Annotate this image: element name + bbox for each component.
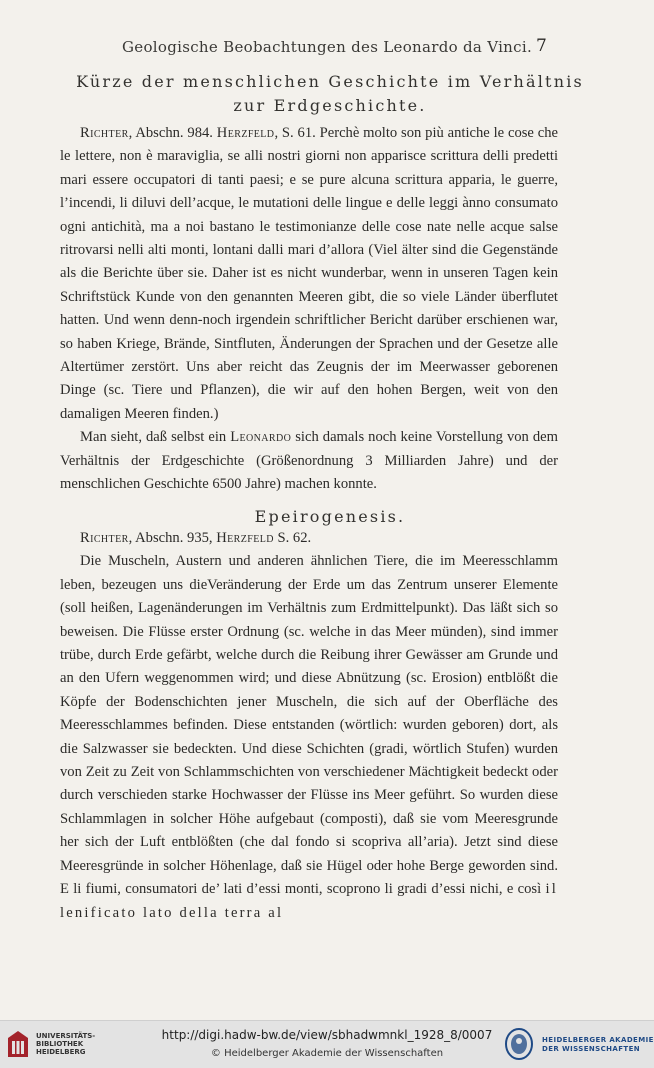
page-number: 7: [536, 36, 548, 56]
library-line-3: HEIDELBERG: [36, 1048, 86, 1056]
reference-page: S. 62.: [273, 530, 312, 546]
section-2-reference: [60, 527, 558, 550]
name-leonardo: Leonardo: [230, 429, 292, 446]
spaced-text: il lenificato lato della terra al: [60, 881, 558, 921]
paragraph-text: sich damals noch keine Vorstellung von dem Verhältnis der Erdgeschichte (Größenordnung 3 Milliarden Jahre) und der menschlichen Geschichte 6500 Jahre) machen konnte.: [60, 429, 558, 493]
academy-name: [542, 1036, 654, 1054]
paragraph-text: Perchè molto son più antiche le cose che le lettere, non è maraviglia, se alli nostri giorni non apparisce scrittura delli predetti mari essere occupatori di tanti paesi; e se pure alcuna scrittura apparia, le guerre, l’incendi, li diluvi dell’acque, le mutationi delle lingue e delle leggi ànno consumato ogni antichità, ma a noi bastano le testimonianze delle cose nate nelle acque salse ritrovarsi nelli alti monti, lontani dalli mari d’allora (Viel älter sind die Gegenstände als die Berichte über sie. Daher ist es nicht wunderbar, wenn in unseren Tagen kein Schriftstück Kunde von den genannten Meeren gibt, die so viele Länder überflutet hatten. Und wenn denn-noch irgendein schriftlicher Bericht darüber erschienen war, so haben Kriege, Brände, Sintfluten, Änderungen der Sprachen und der Gesetze alle Altertümer zerstört. Uns aber reicht das Zeugnis der im Meerwasser geborenen Dinge (sc. Tiere und Pflanzen), die wir auf den hohen Bergen, weit von den damaligen Meeren finden.): [60, 125, 559, 422]
running-title: Geologische Beobachtungen des Leonardo da Vinci.: [122, 38, 533, 56]
section-title-1-line2: zur Erdgeschichte.: [233, 96, 427, 115]
academy-line-1: HEIDELBERGER AKADEMIE: [542, 1036, 654, 1044]
author-richter: Richter: [80, 125, 129, 141]
paragraph-text: Die Muscheln, Austern und anderen ähnlichen Tiere, die im Meeresschlamm leben, bezeugen uns dieVeränderung der Erde um das Zentrum unserer Elemente (soll heißen, Lagenänderungen im Verhältnis zum Erdmittelpunkt). Das läßt sich so beweisen. Die Flüsse erster Ordnung (sc. welche in das Meer münden), sind immer trübe, durch Erde gefärbt, welche durch die Reibung ihrer Gewässer am Grunde und an den Ufern weggenommen wird; und diese Abnützung (sc. Erosion) entblößt die Köpfe der Bodenschichten jener Muscheln, die sich auf der Oberfläche des Meeresschlammes befinden. Diese entstanden (wörtlich: wurden geboren) dort, als die Salzwasser sie bedeckten. Und diese Schichten (gradi, wörtlich Stufen) wurden von Zeit zu Zeit von Schlammschichten von verschiedener Mächtigkeit bedeckt oder durch verschieden starke Hochwasser der Flüsse ins Meer geführt. So wurden diese Schlammlagen in solcher Höhe aufgebaut (composti), daß sie vom Meeresgrunde her sich der Luft entblößten (che dal fondo si scopriva all’aria). Jetzt sind diese Meeresgründe in solcher Höhenlage, daß sie Hügel oder hohe Berge geworden sind. E li fiumi, consumatori de’ lati d’essi monti, scoprono li gradi d’essi nichi, e così: [60, 553, 558, 898]
section-1-body: [60, 122, 558, 497]
academy-seal-logo: [504, 1027, 534, 1061]
copyright-notice: © Heidelberger Akademie der Wissenschaften: [210, 1048, 444, 1059]
author-herzfeld: Herzfeld: [216, 530, 274, 546]
author-richter: Richter: [80, 530, 129, 546]
reference-page: , S. 61.: [274, 125, 320, 141]
section-1-paragraph-2: [60, 426, 558, 496]
page-url[interactable]: http://digi.hadw-bw.de/view/sbhadwmnkl_1928_8/0007: [161, 1028, 493, 1042]
library-line-1: UNIVERSITÄTS-: [36, 1032, 96, 1040]
paragraph-text: Man sieht, daß selbst ein: [80, 429, 231, 446]
library-line-2: BIBLIOTHEK: [36, 1040, 84, 1048]
section-title-2: Epeirogenesis.: [254, 507, 406, 526]
section-1-paragraph-1: [60, 122, 558, 426]
section-2-body: [60, 527, 558, 925]
viewer-footer: [0, 1020, 654, 1068]
author-herzfeld: Herzfeld: [216, 125, 275, 141]
section-title-1: [60, 70, 600, 118]
section-2-paragraph-1: [60, 550, 558, 925]
reference-location: , Abschn. 984.: [128, 125, 217, 141]
section-title-1-line1: Kürze der menschlichen Geschichte im Verhältnis: [76, 72, 584, 91]
reference-location: , Abschn. 935,: [128, 530, 217, 546]
academy-line-2: DER WISSENSCHAFTEN: [542, 1045, 641, 1053]
